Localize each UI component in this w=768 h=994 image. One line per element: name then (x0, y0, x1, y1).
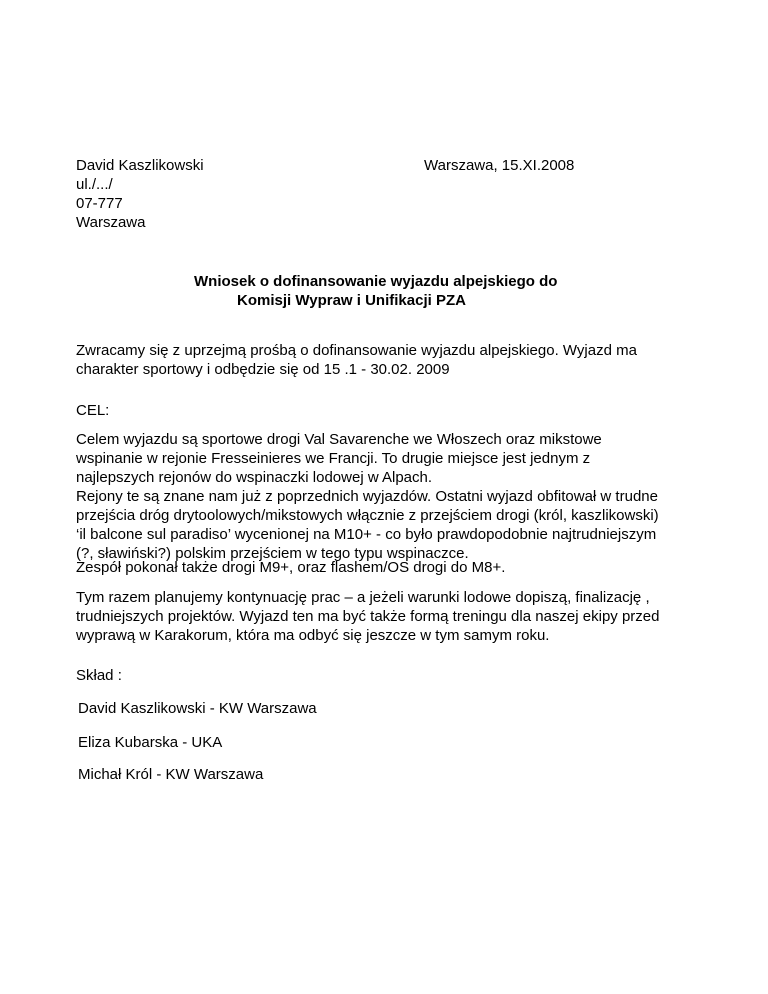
team-paragraph (76, 558, 716, 577)
intro-line: charakter sportowy i odbędzie się od 15 .1 - 30.02. 2009 (76, 361, 450, 378)
intro-paragraph (76, 341, 716, 379)
plans-paragraph (76, 588, 716, 645)
goal-heading-text: CEL: (76, 402, 110, 419)
sender-name: David Kaszlikowski (76, 157, 204, 174)
squad-heading (76, 666, 716, 685)
sender-city: Warszawa (76, 214, 146, 231)
squad-member: David Kaszlikowski - KW Warszawa (78, 700, 317, 717)
goal-paragraph (76, 430, 716, 563)
squad-member: Michał Król - KW Warszawa (78, 766, 264, 783)
plans-line: Tym razem planujemy kontynuację prac – a jeżeli warunki lodowe dopiszą, finalizację , (76, 589, 650, 606)
squad-member: Eliza Kubarska - UKA (78, 734, 223, 751)
goal-line: Rejony te są znane nam już z poprzednich wyjazdów. Ostatni wyjazd obfitował w trudne (76, 488, 658, 505)
goal-line: (?, sławiński?) polskim przejściem w tego typu wspinaczce. (76, 545, 469, 562)
sender-address (76, 156, 204, 232)
goal-heading (76, 401, 716, 420)
place-and-date: Warszawa, 15.XI.2008 (424, 157, 575, 174)
sender-street: ul./.../ (76, 176, 113, 193)
document-title-line-2: Komisji Wypraw i Unifikacji PZA (237, 292, 466, 309)
plans-line: wyprawą w Karakorum, która ma odbyć się jeszcze w tym samym roku. (76, 627, 550, 644)
goal-line: wspinanie w rejonie Fresseinieres we Francji. To drugie miejsce jest jednym z (76, 450, 591, 467)
goal-line: Celem wyjazdu są sportowe drogi Val Savarenche we Włoszech oraz mikstowe (76, 431, 602, 448)
squad-heading-text: Skład : (76, 667, 122, 684)
intro-line: Zwracamy się z uprzejmą prośbą o dofinansowanie wyjazdu alpejskiego. Wyjazd ma (76, 342, 637, 359)
team-paragraph-text: Zespół pokonał także drogi M9+, oraz flashem/OS drogi do M8+. (76, 559, 506, 576)
sender-postal-code: 07-777 (76, 195, 123, 212)
plans-line: trudniejszych projektów. Wyjazd ten ma być także formą treningu dla naszej ekipy przed (76, 608, 660, 625)
document-title-line-1: Wniosek o dofinansowanie wyjazdu alpejskiego do (194, 273, 558, 290)
goal-line: przejścia dróg drytoolowych/mikstowych włącznie z przejściem drogi (król, kaszlikowski) (76, 507, 659, 524)
goal-line: ‘il balcone sul paradiso’ wycenionej na M10+ - co było prawdopodobnie najtrudniejszym (76, 526, 657, 543)
goal-line: najlepszych rejonów do wspinaczki lodowej w Alpach. (76, 469, 433, 486)
